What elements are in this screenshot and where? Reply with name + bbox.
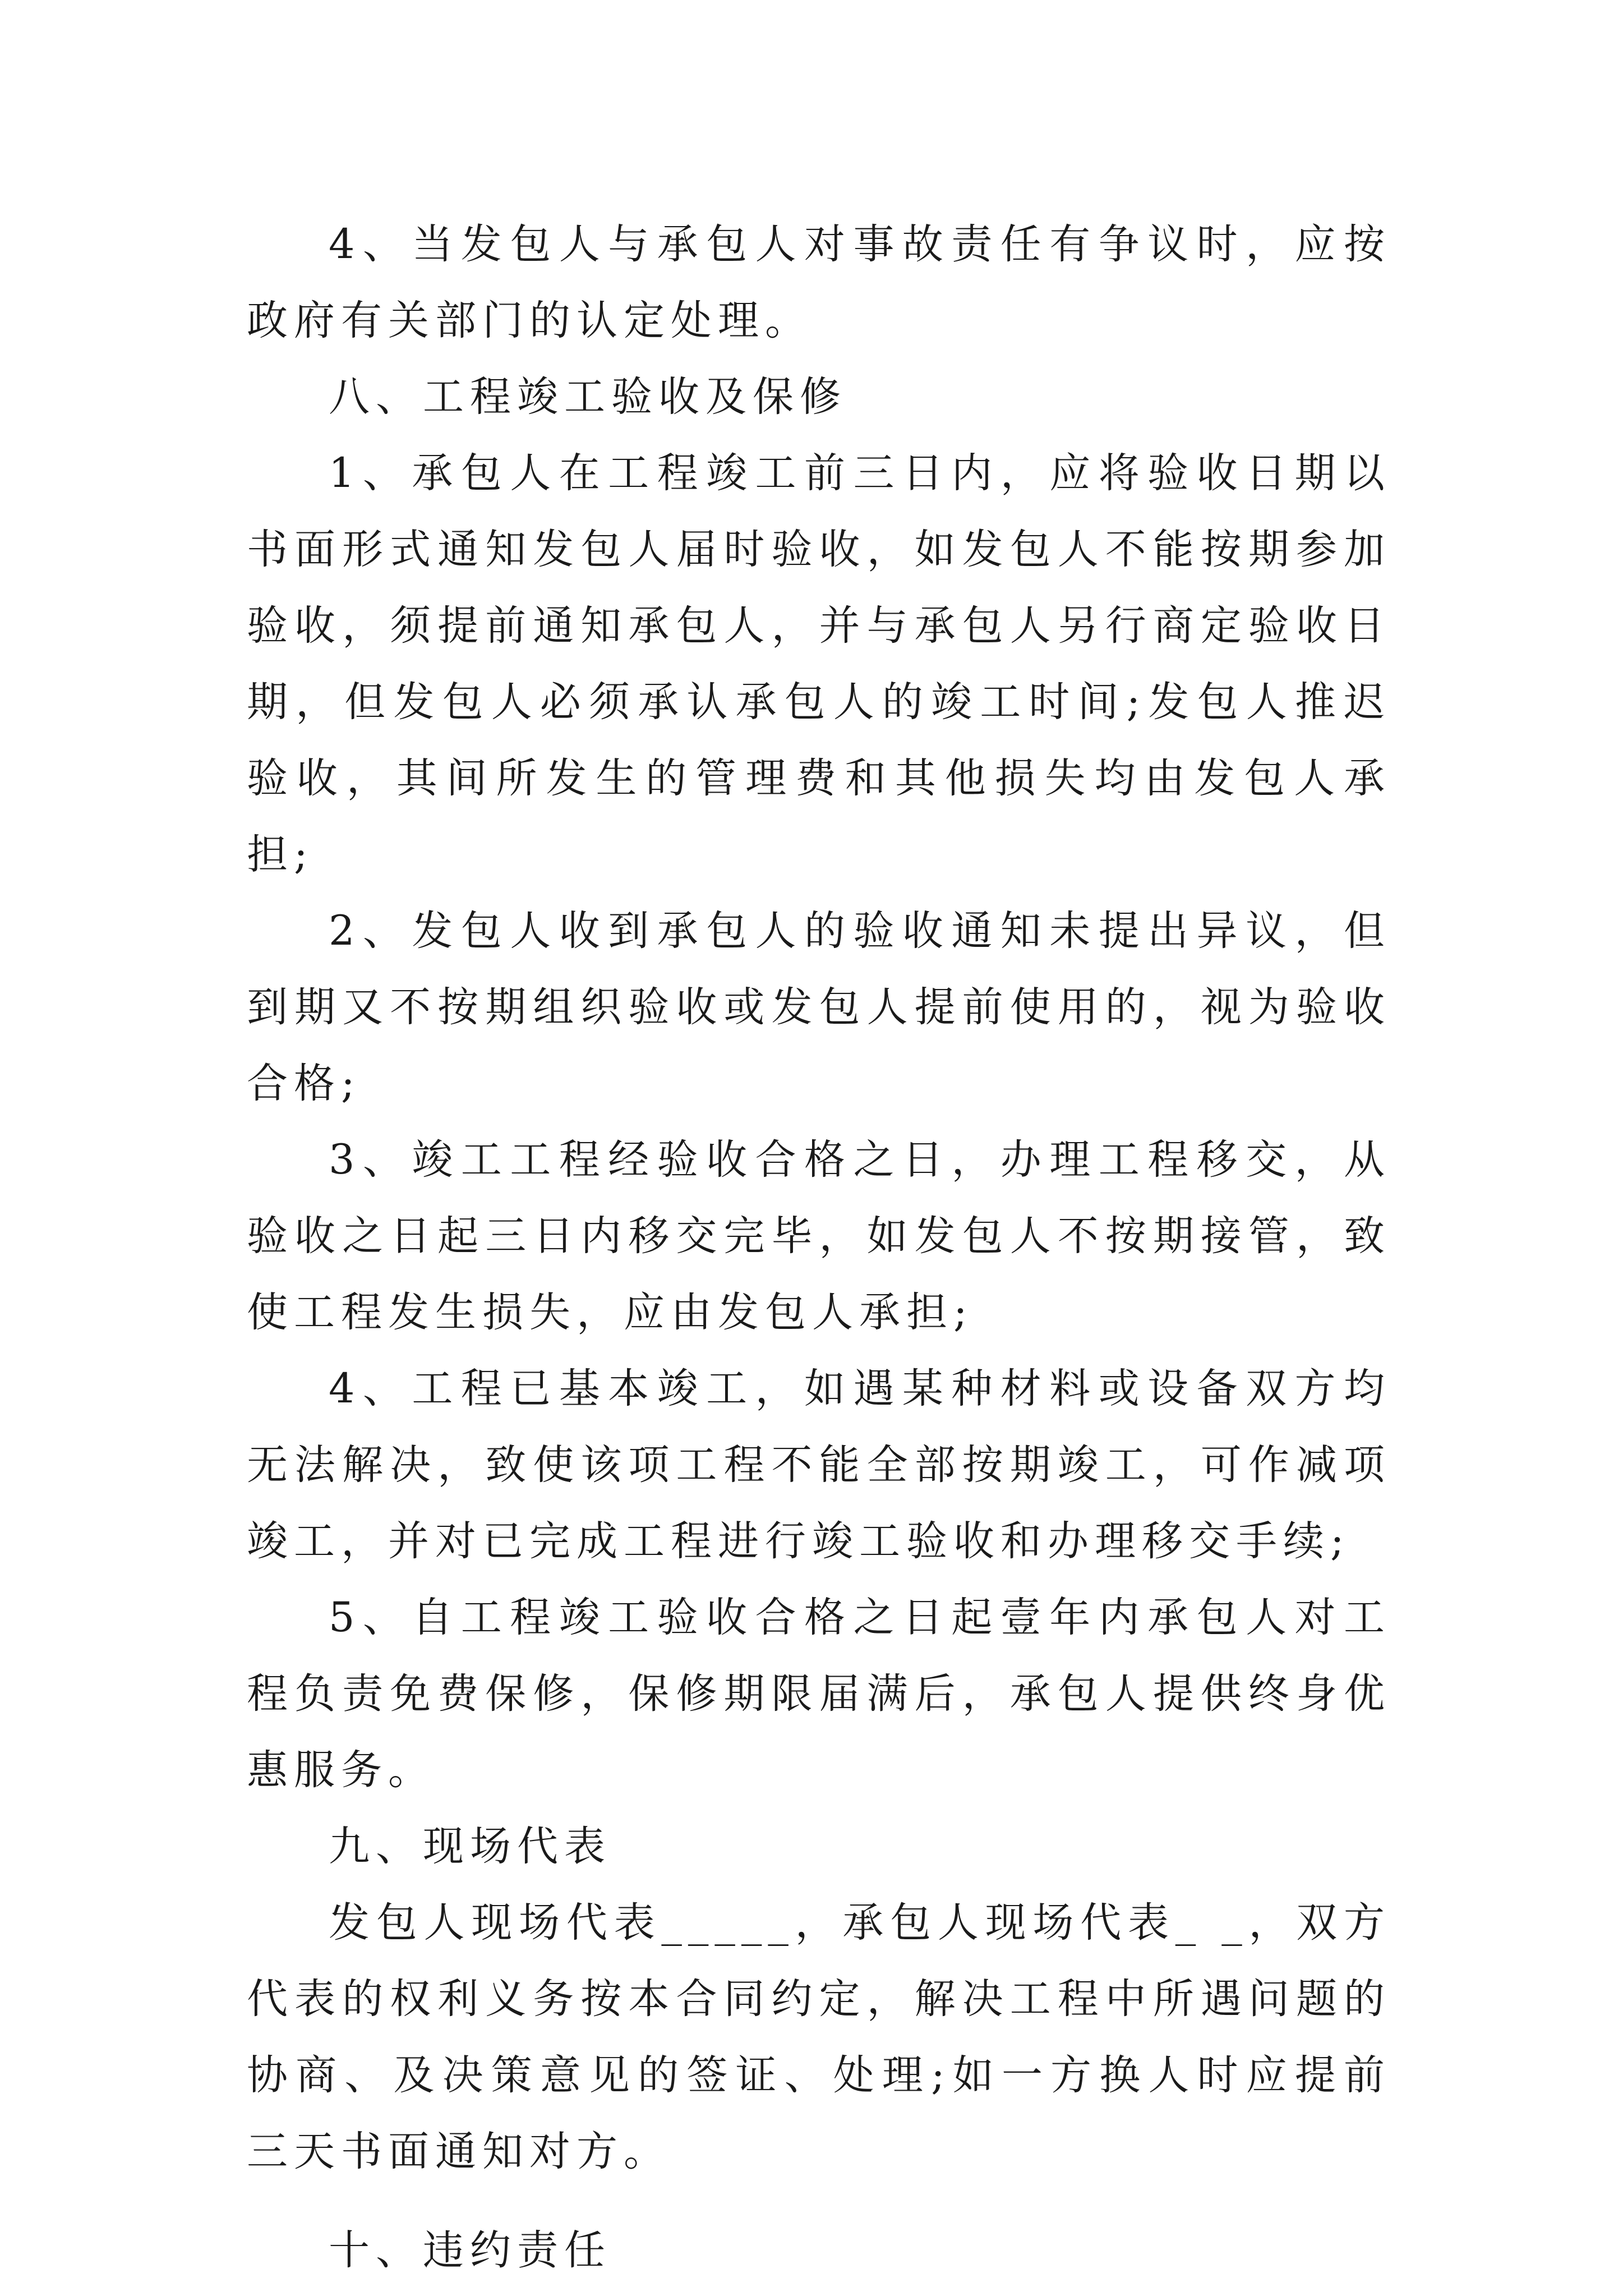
- paragraph-partial-completion: 4、工程已基本竣工，如遇某种材料或设备双方均无法解决，致使该项工程不能全部按期竣工，可作减项竣工，并对已完成工程进行竣工验收和办理移交手续;: [247, 1365, 1391, 1565]
- document-body: [247, 206, 1391, 2289]
- paragraph-warranty: 5、自工程竣工验收合格之日起壹年内承包人对工程负责免费保修，保修期限届满后，承包人提供终身优惠服务。: [247, 1594, 1391, 1794]
- section-heading-liability: 十、违约责任: [329, 2226, 611, 2274]
- section-heading-site-representative: 九、现场代表: [329, 1823, 611, 1870]
- paragraph-acceptance-deemed: 2、发包人收到承包人的验收通知未提出异议，但到期又不按期组织验收或发包人提前使用的，视为验收合格;: [247, 907, 1391, 1107]
- paragraph-representatives: 发包人现场代表_____，承包人现场代表_ _，双方代表的权利义务按本合同约定，解决工程中所遇问题的协商、及决策意见的签证、处理;如一方换人时应提前三天书面通知对方。: [247, 1899, 1391, 2175]
- paragraph-dispute-clause: 4、当发包人与承包人对事故责任有争议时，应按政府有关部门的认定处理。: [247, 220, 1391, 344]
- paragraph-acceptance-notice: 1、承包人在工程竣工前三日内，应将验收日期以书面形式通知发包人届时验收，如发包人不能按期参加验收，须提前通知承包人，并与承包人另行商定验收日期，但发包人必须承认承包人的竣工时间;发包人推迟验收，其间所发生的管理费和其他损失均由发包人承担;: [247, 449, 1391, 878]
- section-heading-completion-acceptance: 八、工程竣工验收及保修: [329, 373, 847, 421]
- paragraph-handover: 3、竣工工程经验收合格之日，办理工程移交，从验收之日起三日内移交完毕，如发包人不按期接管，致使工程发生损失，应由发包人承担;: [247, 1136, 1391, 1336]
